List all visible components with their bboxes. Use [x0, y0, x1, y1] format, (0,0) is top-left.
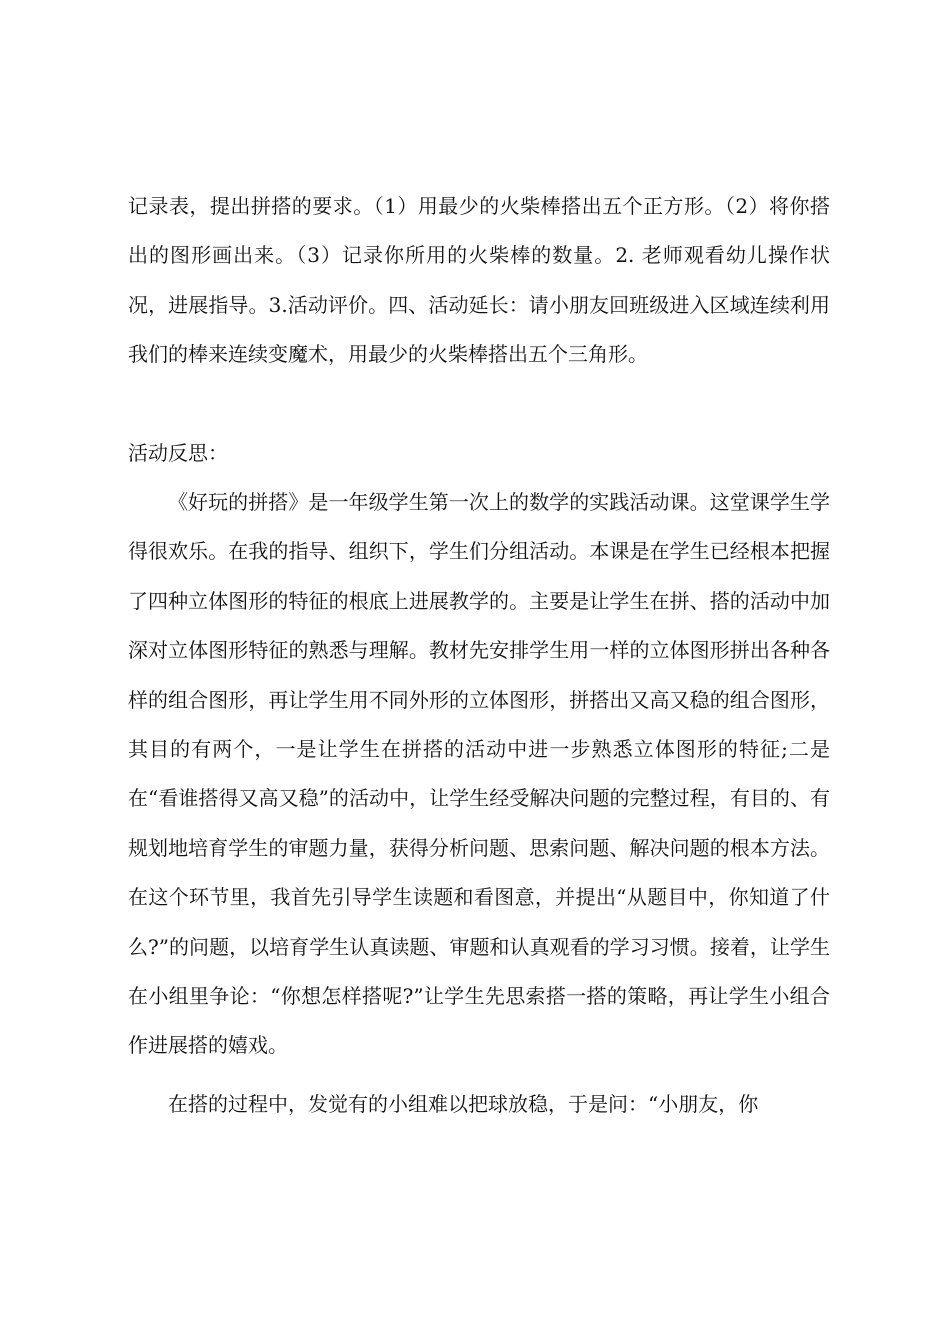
paragraph-activity-steps: 记录表，提出拼搭的要求。（1）用最少的火柴棒搭出五个正方形。（2）将你搭出的图形画出来。（3）记录你所用的火柴棒的数量。2. 老师观看幼儿操作状况，进展指导。3.活动评价。四、活动延长：请小朋友回班级进入区域连续利用我们的棒来连续变魔术，用最少的火柴棒搭出五个三角形。	[128, 194, 830, 367]
heading-activity-reflection: 活动反思：	[128, 441, 228, 465]
document-body	[128, 182, 830, 1129]
paragraph-reflection-body: 《好玩的拼搭》是一年级学生第一次上的数学的实践活动课。这堂课学生学得很欢乐。在我的指导、组织下，学生们分组活动。本课是在学生已经根本把握了四种立体图形的特征的根底上进展教学的。主要是让学生在拼、搭的活动中加深对立体图形特征的熟悉与理解。教材先安排学生用一样的立体图形拼出各种各样的组合图形，再让学生用不同外形的立体图形，拼搭出又高又稳的组合图形，其目的有两个，一是让学生在拼搭的活动中进一步熟悉立体图形的特征;二是在“看谁搭得又高又稳”的活动中，让学生经受解决问题的完整过程，有目的、有规划地培育学生的审题力量，获得分析问题、思索问题、解决问题的根本方法。在这个环节里，我首先引导学生读题和看图意，并提出“从题目中，你知道了什么?”的问题，以培育学生认真读题、审题和认真观看的学习习惯。接着，让学生在小组里争论：“你想怎样搭呢?”让学生先思索搭一搭的策略，再让学生小组合作进展搭的嬉戏。	[128, 490, 830, 1058]
paragraph-reflection-continued: 在搭的过程中，发觉有的小组难以把球放稳，于是问：“小朋友，你	[168, 1091, 759, 1116]
